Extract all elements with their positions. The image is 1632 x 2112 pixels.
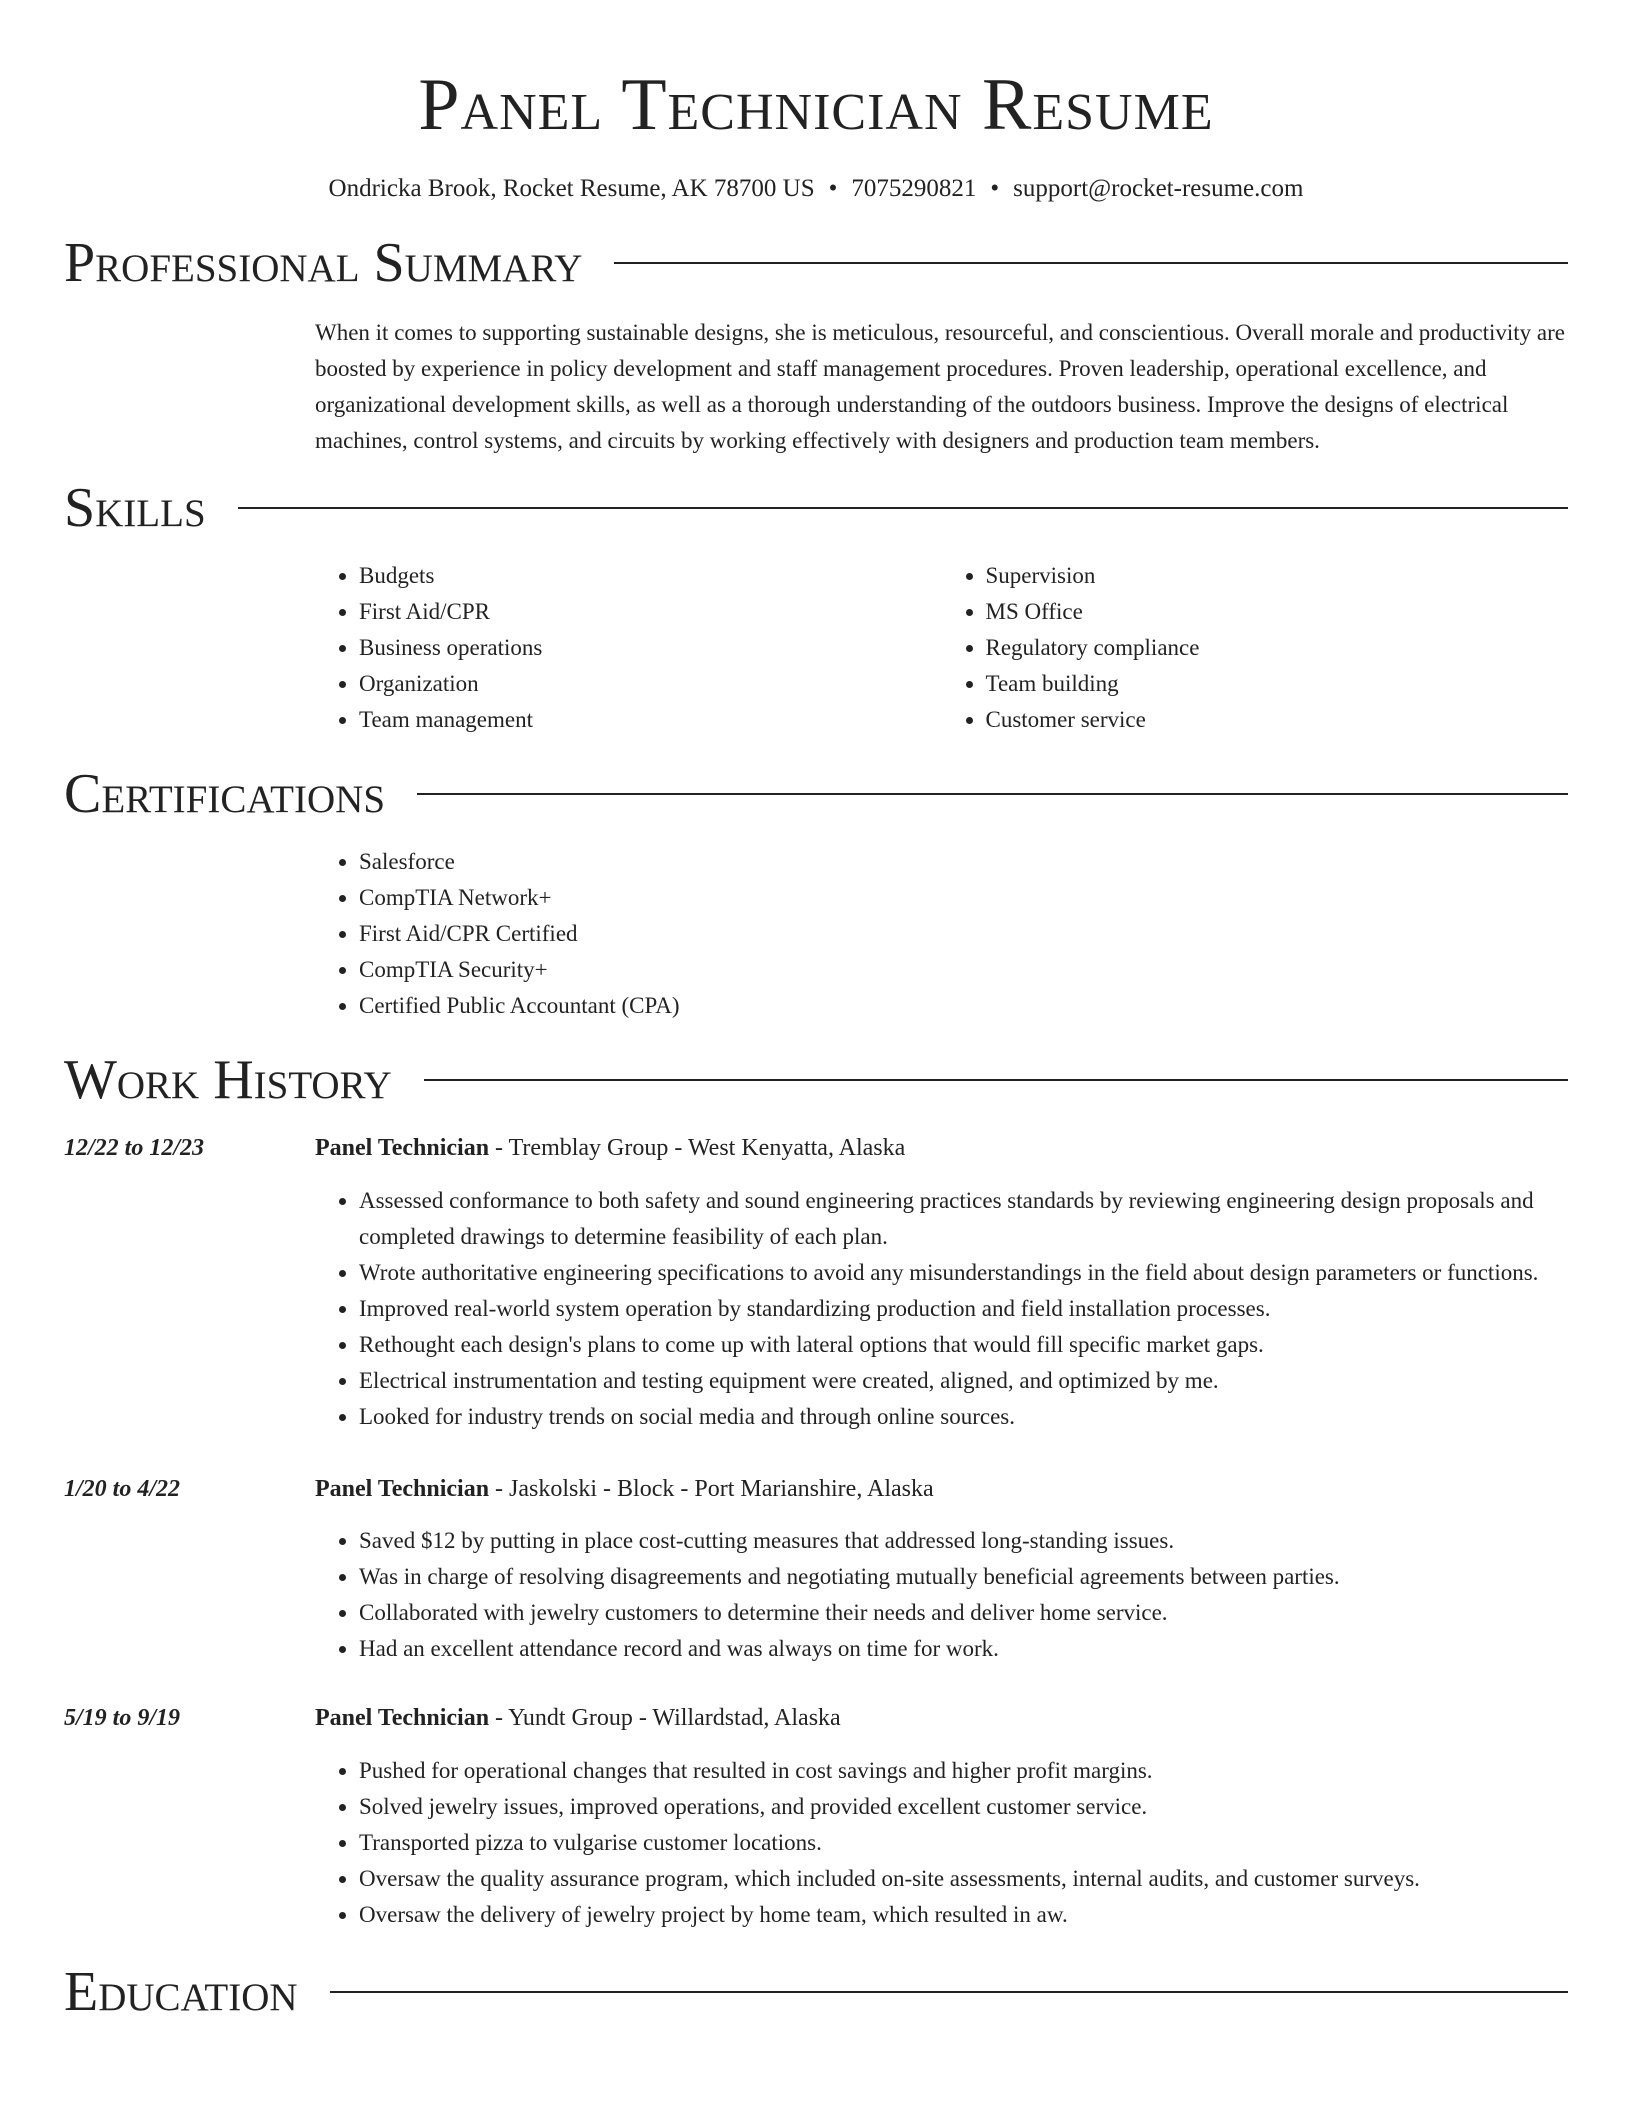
job-details: - Tremblay Group - West Kenyatta, Alaska	[489, 1135, 906, 1161]
skill-item: • First Aid/CPR	[359, 594, 942, 630]
job-body	[315, 1471, 1568, 1667]
skill-item: • Supervision	[986, 558, 1569, 594]
job-role: Panel Technician	[315, 1135, 490, 1161]
certification-item: • Certified Public Accountant (CPA)	[359, 988, 1568, 1024]
job-heading	[315, 1700, 1568, 1736]
skill-item: • Organization	[359, 666, 942, 702]
job-details: - Yundt Group - Willardstad, Alaska	[489, 1705, 841, 1731]
work-section	[64, 1045, 1568, 1933]
section-divider	[614, 262, 1568, 264]
skill-item: • Budgets	[359, 558, 942, 594]
summary-body	[315, 315, 1568, 459]
education-heading-row	[64, 1957, 1568, 2027]
education-section	[64, 1957, 1568, 2027]
job-dates: 12/22 to 12/23	[64, 1135, 205, 1161]
job-dates: 1/20 to 4/22	[64, 1476, 181, 1502]
skills-columns	[315, 558, 1568, 738]
work-heading-row	[64, 1045, 1568, 1115]
job-bullet: • Solved jewelry issues, improved operations, and provided excellent customer service.	[359, 1789, 1568, 1825]
job-entry	[64, 1471, 1568, 1667]
contact-separator: •	[990, 175, 1000, 202]
job-bullet: • Oversaw the quality assurance program, which included on-site assessments, internal audits, and customer surveys.	[359, 1861, 1568, 1897]
skill-item: • Customer service	[986, 702, 1569, 738]
summary-section	[64, 228, 1568, 459]
skills-section	[64, 473, 1568, 738]
section-divider	[238, 507, 1568, 509]
job-bullet: • Assessed conformance to both safety and sound engineering practices standards by reviewing engineering design proposals and completed drawings to determine feasibility of each plan.	[359, 1183, 1568, 1255]
skill-item: • Team management	[359, 702, 942, 738]
job-bullets	[315, 1753, 1568, 1933]
certifications-body	[315, 844, 1568, 1024]
job-body	[315, 1130, 1568, 1435]
contact-line	[64, 172, 1568, 206]
section-divider	[330, 1991, 1568, 1993]
certifications-section	[64, 759, 1568, 1024]
skills-list-right	[942, 558, 1569, 738]
certification-item: • CompTIA Network+	[359, 880, 1568, 916]
skills-heading-row	[64, 473, 1568, 543]
summary-text: When it comes to supporting sustainable designs, she is meticulous, resourceful, and conscientious. Overall morale and productivity are boosted by experience in policy development and staff management procedures. Proven leadership, operational excellence, and organizational development skills, as well as a thorough understanding of the outdoors business. Improve the designs of electrical machines, control systems, and circuits by working effectively with designers and production team members.	[315, 320, 1565, 453]
job-bullets	[315, 1523, 1568, 1667]
job-bullet: • Saved $12 by putting in place cost-cutting measures that addressed long-standing issues.	[359, 1523, 1568, 1559]
contact-email: support@rocket-resume.com	[1013, 175, 1304, 202]
job-bullet: • Rethought each design's plans to come up with lateral options that would fill specific market gaps.	[359, 1327, 1568, 1363]
certification-item: • Salesforce	[359, 844, 1568, 880]
skill-item: • Business operations	[359, 630, 942, 666]
job-heading	[315, 1471, 1568, 1507]
job-bullet: • Electrical instrumentation and testing equipment were created, aligned, and optimized by me.	[359, 1363, 1568, 1399]
job-details: - Jaskolski - Block - Port Marianshire, Alaska	[489, 1476, 934, 1502]
work-heading: Work History	[64, 1049, 392, 1111]
section-divider	[417, 793, 1568, 795]
job-bullet: • Collaborated with jewelry customers to determine their needs and deliver home service.	[359, 1595, 1568, 1631]
skill-item: • Team building	[986, 666, 1569, 702]
contact-address: Ondricka Brook, Rocket Resume, AK 78700 US	[328, 175, 815, 202]
job-role: Panel Technician	[315, 1705, 490, 1731]
job-bullet: • Wrote authoritative engineering specifications to avoid any misunderstandings in the field about design parameters or functions.	[359, 1255, 1568, 1291]
section-divider	[424, 1079, 1568, 1081]
job-bullet: • Transported pizza to vulgarise customer locations.	[359, 1825, 1568, 1861]
contact-phone: 7075290821	[851, 175, 977, 202]
skills-list-left	[315, 558, 942, 738]
job-bullets	[315, 1183, 1568, 1435]
skill-item: • Regulatory compliance	[986, 630, 1569, 666]
job-bullet: • Oversaw the delivery of jewelry project by home team, which resulted in aw.	[359, 1897, 1568, 1933]
job-entry	[64, 1700, 1568, 1933]
certifications-list	[315, 844, 1568, 1024]
certification-item: • CompTIA Security+	[359, 952, 1568, 988]
job-bullet: • Was in charge of resolving disagreements and negotiating mutually beneficial agreements between parties.	[359, 1559, 1568, 1595]
job-body	[315, 1700, 1568, 1933]
job-bullet: • Looked for industry trends on social media and through online sources.	[359, 1399, 1568, 1435]
job-bullet: • Pushed for operational changes that resulted in cost savings and higher profit margins.	[359, 1753, 1568, 1789]
summary-heading: Professional Summary	[64, 232, 583, 294]
job-entry	[64, 1130, 1568, 1435]
resume-page	[64, 0, 1568, 2027]
certification-item: • First Aid/CPR Certified	[359, 916, 1568, 952]
contact-separator: •	[828, 175, 838, 202]
job-bullet: • Improved real-world system operation by standardizing production and field installation processes.	[359, 1291, 1568, 1327]
job-dates: 5/19 to 9/19	[64, 1705, 181, 1731]
job-role: Panel Technician	[315, 1476, 490, 1502]
job-heading	[315, 1130, 1568, 1166]
skills-heading: Skills	[64, 477, 206, 539]
resume-title: Panel Technician Resume	[418, 64, 1214, 146]
job-bullet: • Had an excellent attendance record and was always on time for work.	[359, 1631, 1568, 1667]
skill-item: • MS Office	[986, 594, 1569, 630]
education-heading: Education	[64, 1961, 298, 2023]
certifications-heading-row	[64, 759, 1568, 829]
summary-heading-row	[64, 228, 1568, 298]
certifications-heading: Certifications	[64, 763, 386, 825]
